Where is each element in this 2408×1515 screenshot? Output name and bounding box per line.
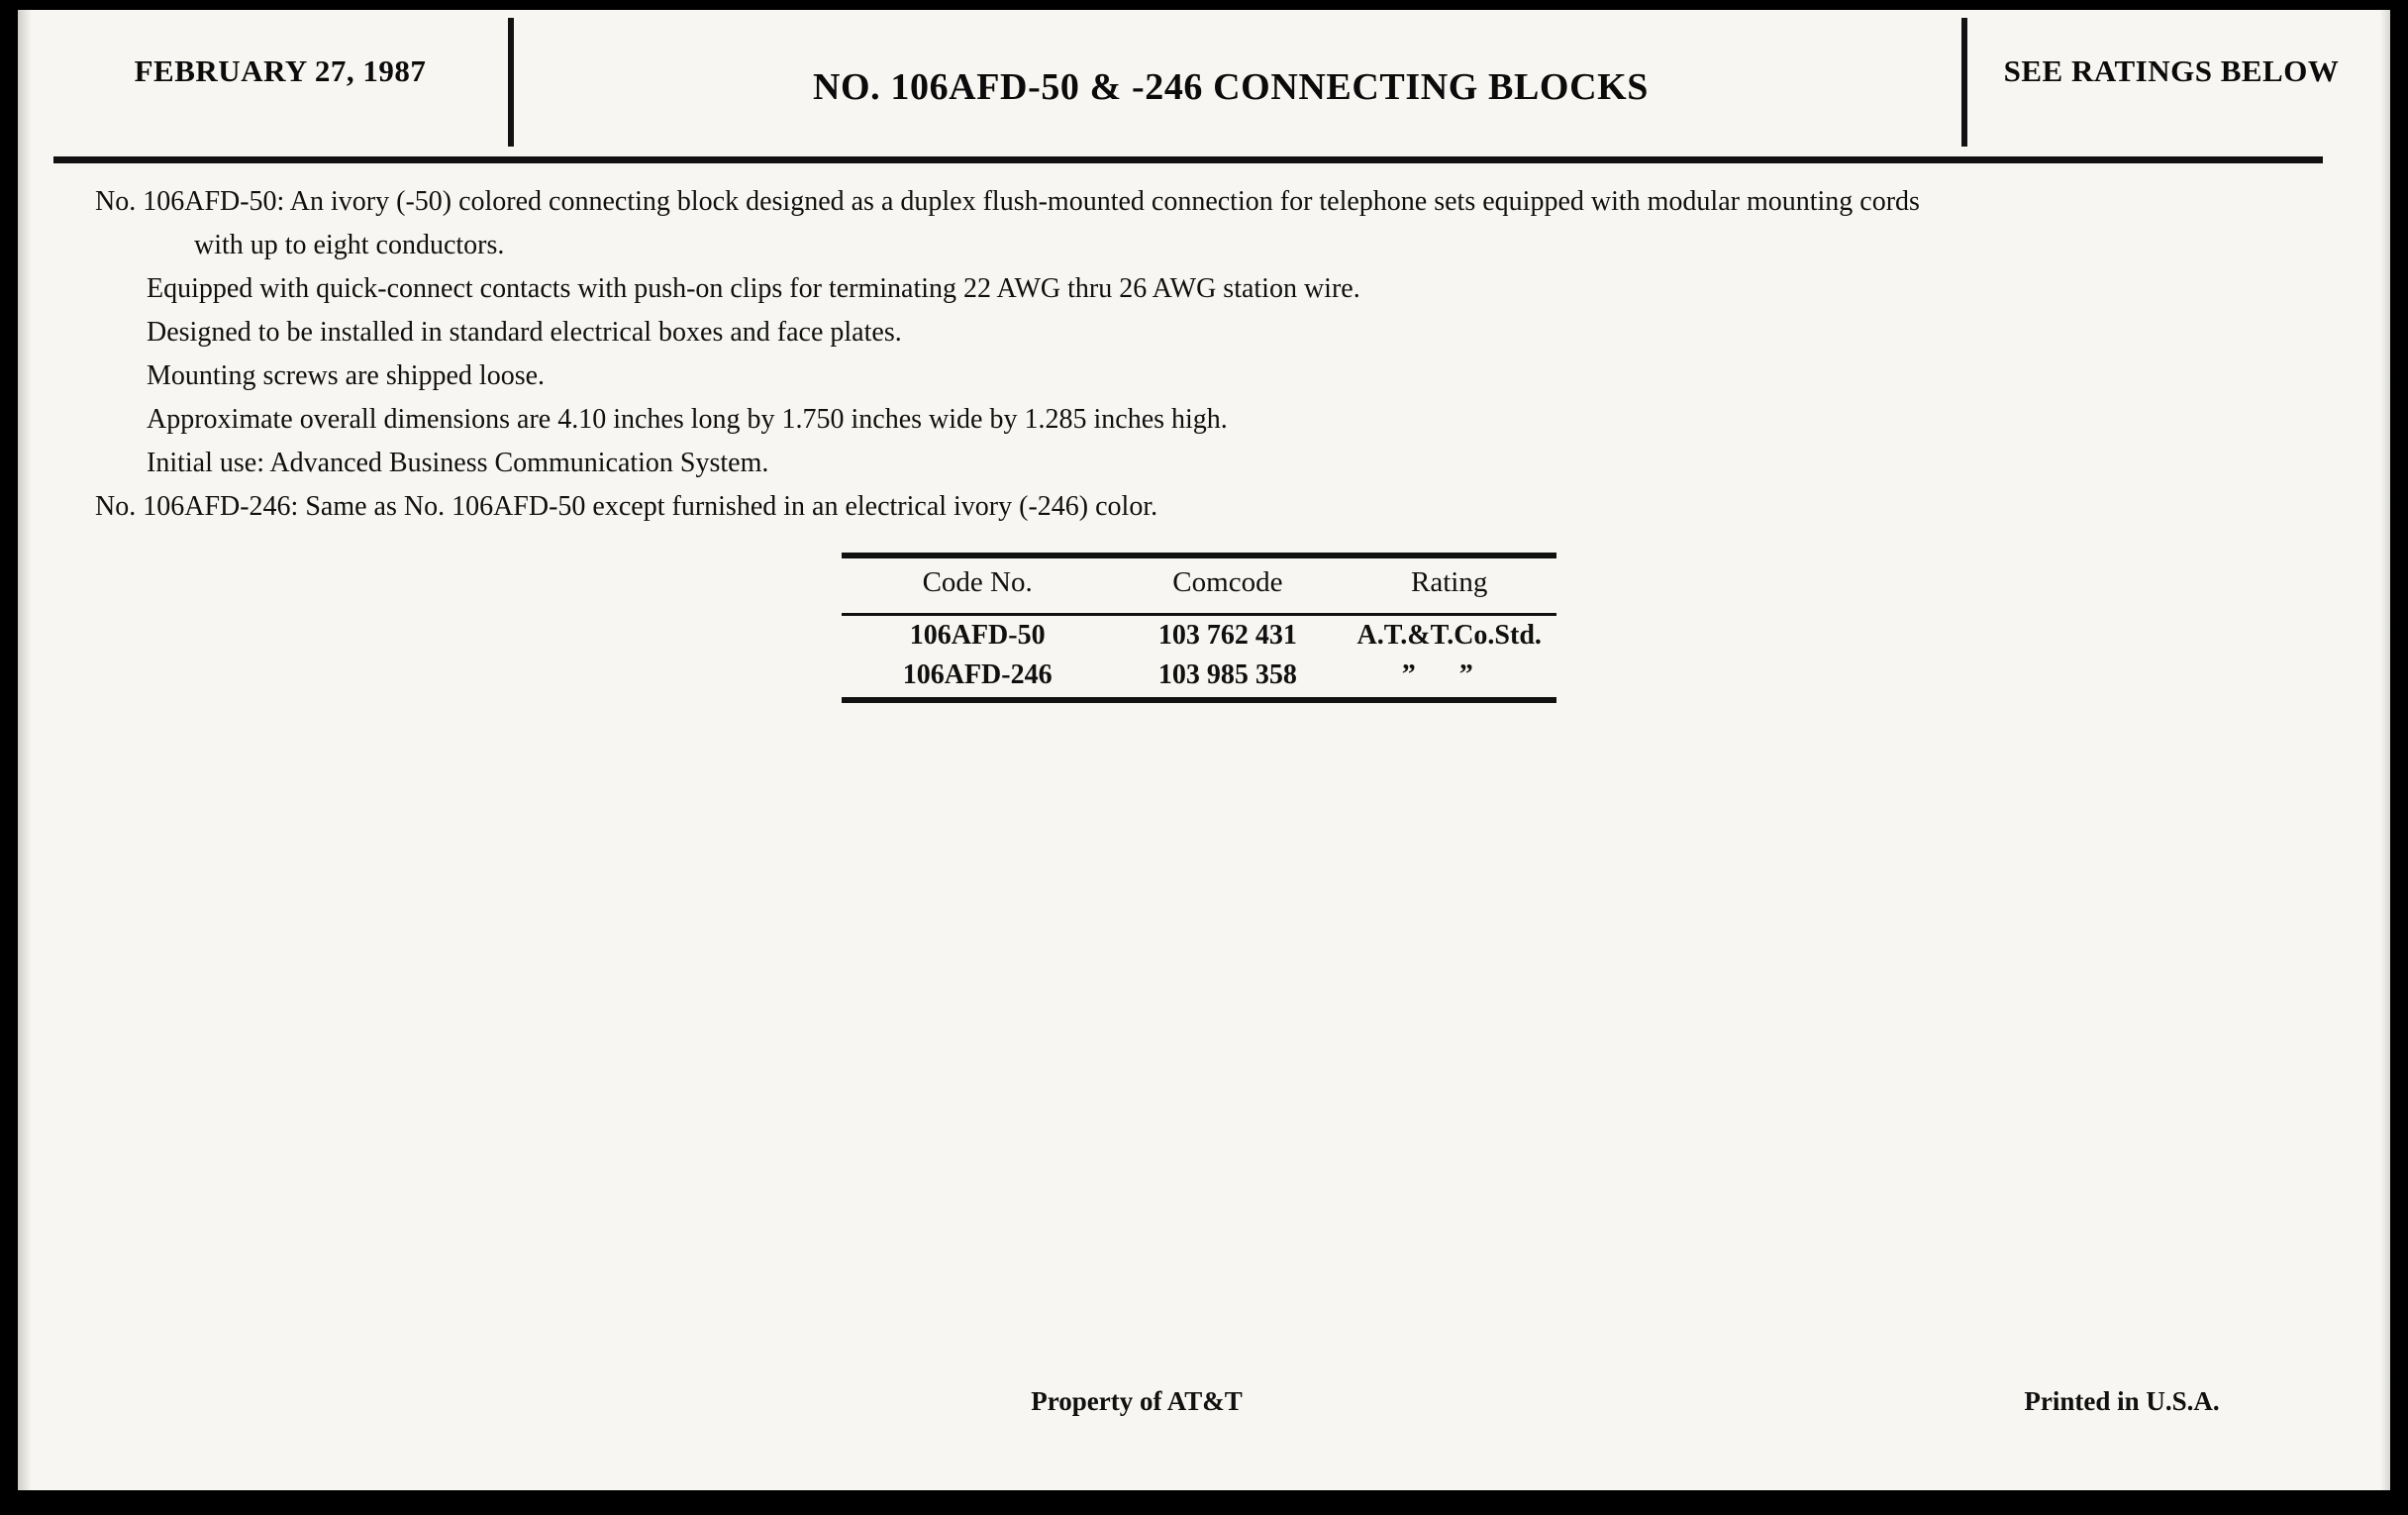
header-divider-right	[1961, 18, 1967, 147]
column-header-comcode: Comcode	[1172, 566, 1283, 598]
header-ratings-note: SEE RATINGS BELOW	[2003, 53, 2340, 88]
cell-rating: ””	[1401, 659, 1517, 690]
header-divider-left	[508, 18, 514, 147]
paragraph-3: Designed to be installed in standard electrical boxes and face plates.	[147, 317, 902, 348]
footer-property: Property of AT&T	[1031, 1386, 1243, 1416]
table-head	[842, 558, 1556, 611]
table-body-wrapper	[842, 616, 1556, 695]
document-page	[18, 10, 2390, 1490]
paragraph-1-main: No. 106AFD-50: An ivory (-50) colored connecting block designed as a duplex flush-mounted connection for telephone sets equipped with modular mounting cords	[95, 186, 1920, 217]
cell-rating: A.T.&T.Co.Std.	[1356, 620, 1542, 651]
page-header	[57, 18, 2355, 149]
header-horizontal-rule	[53, 156, 2323, 163]
body-text	[95, 180, 2333, 529]
paragraph-2: Equipped with quick-connect contacts with push-on clips for terminating 22 AWG thru 26 AWG station wire.	[147, 273, 1360, 304]
table-row	[842, 656, 1556, 695]
column-header-rating: Rating	[1411, 566, 1488, 598]
table	[842, 558, 1556, 611]
table-body	[842, 616, 1556, 695]
cell-comcode: 103 985 358	[1157, 659, 1297, 690]
cell-code: 106AFD-246	[902, 659, 1053, 690]
header-date: FEBRUARY 27, 1987	[134, 53, 427, 88]
footer-printed: Printed in U.S.A.	[2024, 1386, 2220, 1416]
page-title: NO. 106AFD-50 & -246 CONNECTING BLOCKS	[812, 66, 1650, 108]
table-bottom-rule	[842, 697, 1556, 703]
ratings-table	[842, 553, 1556, 703]
cell-comcode: 103 762 431	[1157, 620, 1297, 651]
paragraph-7: No. 106AFD-246: Same as No. 106AFD-50 except furnished in an electrical ivory (-246) color.	[95, 491, 1158, 522]
table-header-row	[842, 558, 1556, 611]
paragraph-1	[95, 180, 2333, 267]
paragraph-1-continuation: with up to eight conductors.	[194, 230, 505, 260]
paragraph-5: Approximate overall dimensions are 4.10 inches long by 1.750 inches wide by 1.285 inches high.	[147, 404, 1228, 435]
cell-code: 106AFD-50	[909, 620, 1046, 651]
table-row	[842, 616, 1556, 656]
paragraph-6: Initial use: Advanced Business Communication System.	[147, 448, 769, 478]
paragraph-4: Mounting screws are shipped loose.	[147, 360, 546, 391]
column-header-code: Code No.	[922, 566, 1033, 598]
page-content	[18, 10, 2390, 1490]
